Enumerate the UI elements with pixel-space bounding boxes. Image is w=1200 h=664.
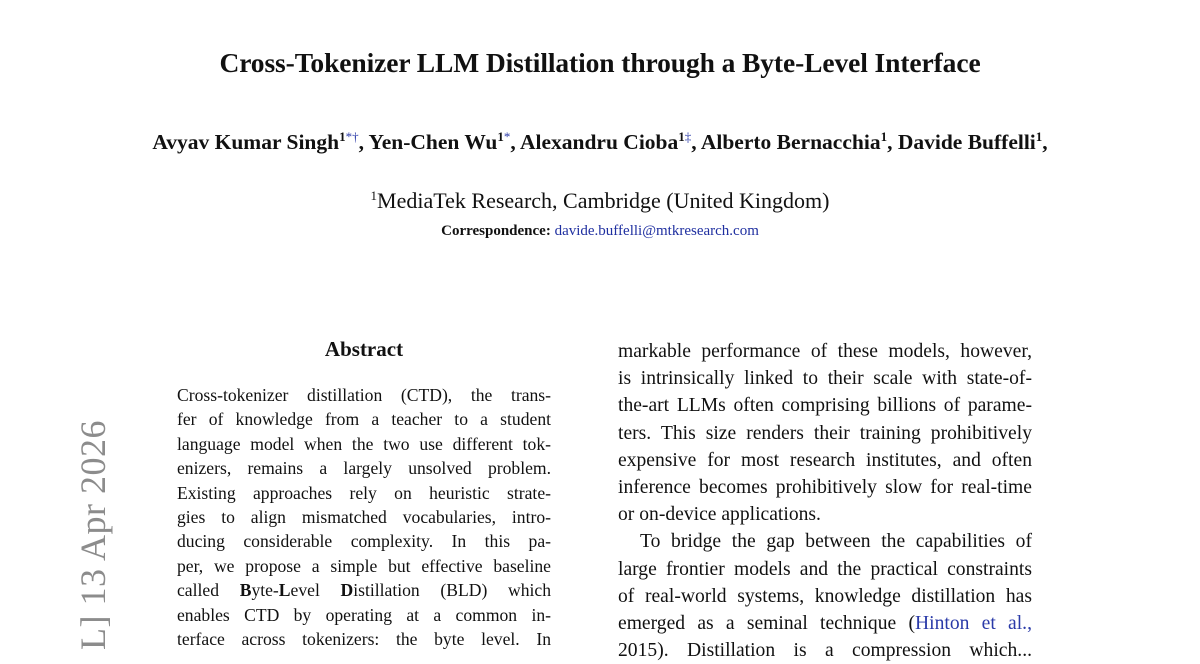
affiliation-mark: 1	[370, 188, 378, 203]
abstract-line: gies to align mismatched vocabularies, intro-	[177, 506, 551, 527]
intro-line: of real-world systems, knowledge distillation has	[618, 585, 1032, 607]
citation-link[interactable]: Hinton et al.,	[914, 612, 1032, 634]
intro-line: ters. This size renders their training prohibitively	[618, 422, 1032, 444]
author-affiliation-mark: 1	[880, 129, 888, 144]
author-name: Yen-Chen Wu	[368, 130, 498, 154]
author-note-mark[interactable]: *	[503, 129, 511, 144]
intro-line: expensive for most research institutes, and often	[618, 449, 1032, 471]
author-affiliation-mark: 1*†	[339, 129, 359, 144]
abstract-line: enizers, remains a largely unsolved problem.	[177, 458, 551, 479]
intro-line: To bridge the gap between the capabilities of	[640, 531, 1032, 553]
author-note-mark[interactable]: ‡	[684, 129, 692, 144]
paper-title: Cross-Tokenizer LLM Distillation through a Byte-Level Interface	[219, 47, 981, 78]
abstract-line: Cross-tokenizer distillation (CTD), the trans-	[177, 385, 551, 405]
author-affiliation-mark: 1*	[497, 129, 511, 144]
abstract-line: fer of knowledge from a teacher to a student	[177, 409, 551, 430]
author-affiliation-mark: 1‡	[678, 129, 692, 144]
intro-line: the-art LLMs often comprising billions of parame-	[618, 395, 1032, 417]
author-separator: ,	[358, 130, 369, 154]
author-name: Davide Buffelli	[897, 130, 1036, 154]
author-separator: ,	[510, 130, 520, 154]
intro-line: is intrinsically linked to their scale with state-of-	[618, 368, 1032, 390]
intro-line: large frontier models and the practical constraints	[618, 558, 1032, 580]
author-name: Alexandru Cioba	[519, 130, 679, 154]
affiliation	[0, 188, 1200, 214]
intro-line: 2015). Distillation is a compression which...	[618, 640, 1032, 662]
author-separator: ,	[691, 130, 701, 154]
abstract-line: Existing approaches rely on heuristic strate-	[177, 482, 551, 503]
arxiv-stamp	[30, 388, 113, 658]
intro-line: markable performance of these models, however,	[618, 341, 1032, 362]
abstract-body	[177, 383, 551, 651]
correspondence-email-link[interactable]: davide.buffelli@mtkresearch.com	[554, 223, 759, 239]
author-affiliation-mark: 1	[1035, 129, 1043, 144]
arxiv-stamp-text: L] 13 Apr 2026	[73, 420, 113, 650]
affiliation-text: MediaTek Research, Cambridge (United Kingdom)	[377, 188, 830, 213]
introduction-text	[618, 338, 1032, 664]
intro-line: inference becomes prohibitively slow for real-time	[618, 476, 1032, 498]
abstract-line: called Byte-Level Distillation (BLD) which	[177, 580, 552, 601]
abstract-line: ducing considerable complexity. In this pa-	[177, 531, 551, 552]
abstract-line: language model when the two use different tok-	[177, 433, 551, 454]
correspondence	[0, 223, 1200, 240]
author-separator: ,	[1042, 130, 1048, 154]
correspondence-label: Correspondence:	[441, 223, 551, 239]
abstract-line: enables CTD by operating at a common in-	[177, 604, 551, 625]
intro-line: or on-device applications.	[618, 504, 821, 526]
author-name: Alberto Bernacchia	[700, 130, 881, 154]
intro-line: emerged as a seminal technique (Hinton et al.,	[618, 612, 1032, 634]
author-list	[0, 130, 1200, 155]
abstract-line: terface across tokenizers: the byte level. In	[177, 628, 551, 649]
author-separator: ,	[887, 130, 898, 154]
abstract-line: per, we propose a simple but effective baseline	[177, 555, 551, 576]
abstract-heading: Abstract	[324, 337, 404, 361]
author-name: Avyav Kumar Singh	[152, 130, 340, 154]
author-note-mark[interactable]: *†	[345, 129, 359, 144]
